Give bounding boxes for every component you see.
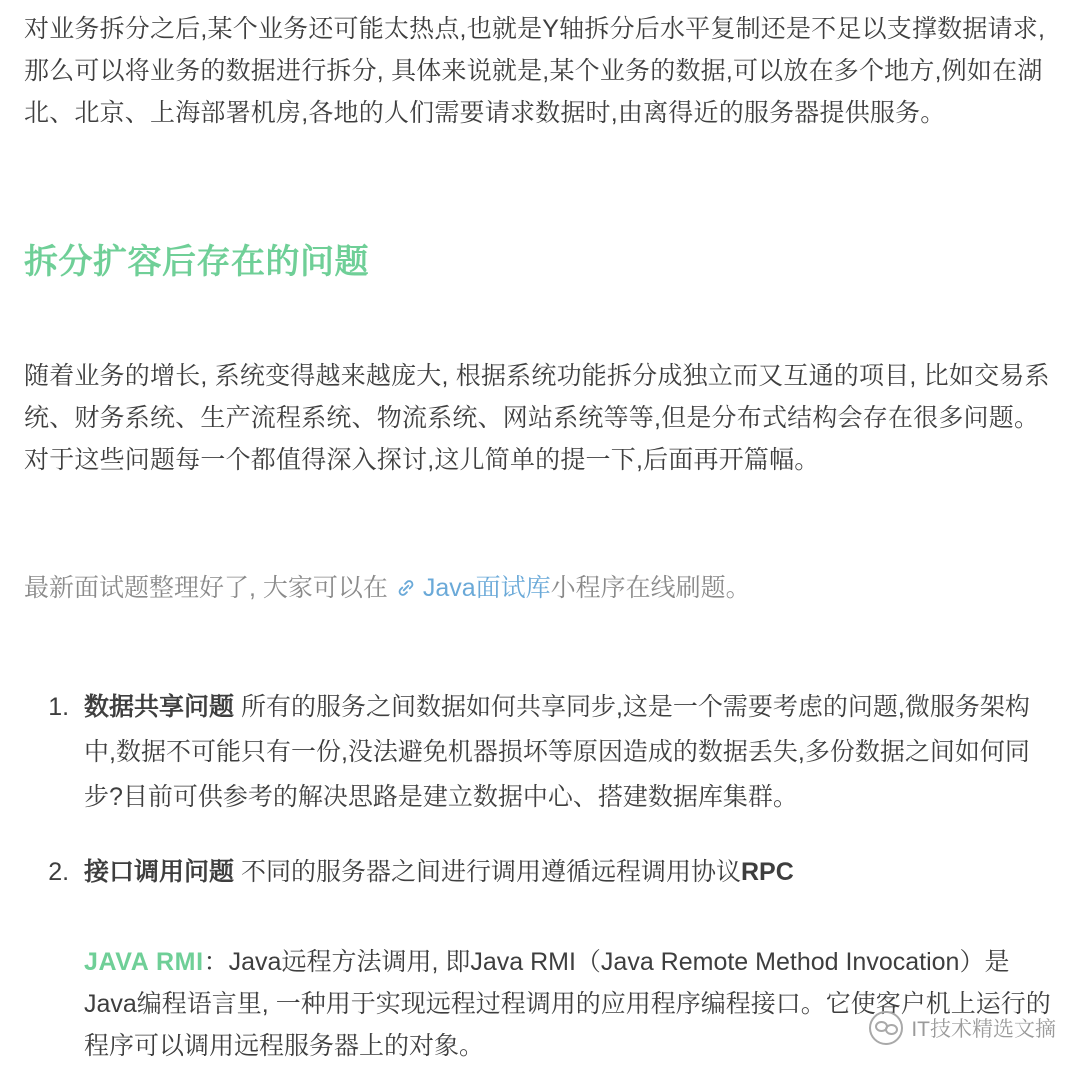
java-rmi-separator: ： <box>203 948 229 976</box>
intro-paragraph: 对业务拆分之后,某个业务还可能太热点,也就是Y轴拆分后水平复制还是不足以支撑数据请求,那么可以将业务的数据进行拆分, 具体来说就是,某个业务的数据,可以放在多个地方,例如在湖北、北京、上海部署机房,各地的人们需要请求数据时,由离得近的服务器提供服务。 <box>24 15 1046 127</box>
promo-note <box>24 506 1056 608</box>
java-rmi-text: Java远程方法调用, 即Java RMI（Java Remote Method Invocation）是Java编程语言里, 一种用于实现远程过程调用的应用程序编程接口。它使客户机上运行的程序可以调用远程服务器上的对象。 <box>84 948 1051 1060</box>
list-item <box>76 685 1056 820</box>
java-rmi-label: JAVA RMI <box>84 948 204 976</box>
issue-term: 数据共享问题 <box>84 693 235 721</box>
issue-text: 不同的服务器之间进行调用遵循远程调用协议 <box>234 858 741 886</box>
list-item <box>76 850 1056 895</box>
watermark-label: IT技术精选文摘 <box>911 1018 1056 1041</box>
issue-term: 接口调用问题 <box>84 858 235 886</box>
promo-note-prefix: 最新面试题整理好了, 大家可以在 <box>24 574 388 602</box>
java-interview-link[interactable] <box>395 574 551 602</box>
promo-note-suffix: 小程序在线刷题。 <box>550 574 751 602</box>
java-rmi-block <box>24 925 1056 1067</box>
link-icon <box>395 571 417 593</box>
issue-list <box>24 633 1056 895</box>
body-paragraph: 随着业务的增长, 系统变得越来越庞大, 根据系统功能拆分成独立而又互通的项目, 比如交易系统、财务系统、生产流程系统、物流系统、网站系统等等,但是分布式结构会存在很多问题。对于这些问题每一个都值得深入探讨,这儿简单的提一下,后面再开篇幅。 <box>24 362 1050 474</box>
wechat-account-logo-icon <box>869 1011 903 1045</box>
java-interview-link-label: Java面试库 <box>422 574 551 602</box>
issue-text: 所有的服务之间数据如何共享同步,这是一个需要考虑的问题,微服务架构中,数据不可能只有一份,没法避免机器损坏等原因造成的数据丢失,多份数据之间如何同步?目前可供参考的解决思路是建立数据中心、搭建数据库集群。 <box>84 693 1030 811</box>
watermark <box>869 1011 1056 1045</box>
section-heading: 拆分扩容后存在的问题 <box>24 243 369 281</box>
issue-text-bold-suffix: RPC <box>740 858 794 886</box>
